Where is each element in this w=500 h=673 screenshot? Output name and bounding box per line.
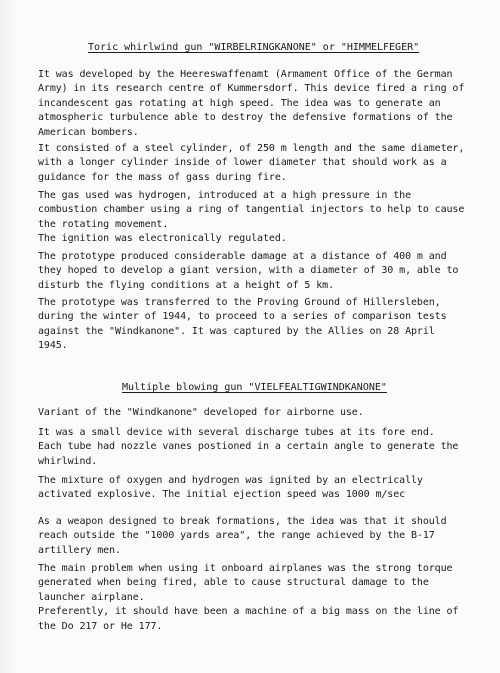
section-1-paragraph-5: The prototype was transferred to the Proving Ground of Hillersleben, during the winter of 1944, to proceed to a series of comparison tests against the "Windkanone". It was captured by the Allies on 28 April 1945. bbox=[38, 297, 447, 352]
section-2-paragraph-4: As a weapon designed to break formations, the idea was that it should reach outside the "1000 yards area", the range achieved by the B-17 artillery men. bbox=[38, 516, 447, 556]
section-2-paragraph-1: Variant of the "Windkanone" developed for airborne use. bbox=[38, 407, 364, 418]
section-1-paragraph-4: The prototype produced considerable damage at a distance of 400 m and they hoped to develop a giant version, with a diameter of 30 m, able to disturb the flying conditions at a height of 5 km. bbox=[38, 251, 459, 291]
section-2-paragraph-3: The mixture of oxygen and hydrogen was ignited by an electrically activated explosive. The initial ejection speed was 1000 m/sec bbox=[38, 475, 423, 501]
section-1-paragraph-1: It was developed by the Heereswaffenamt (Armament Office of the German Army) in its research centre of Kummersdorf. This device fired a ring of incandescent gas rotating at high speed. The idea was to generate an atmospheric turbulence able to destroy the defensive formations of the American bombers. bbox=[38, 69, 465, 138]
page-edge-shadow bbox=[0, 0, 18, 673]
section-1-title: Toric whirlwind gun "WIRBELRINGKANONE" or "HIMMELFEGER" bbox=[88, 42, 420, 53]
section-1-paragraph-3: The gas used was hydrogen, introduced at a high pressure in the combustion chamber using a ring of tangential injectors to help to cause the rotating movement. The ignition was electronically regulated. bbox=[38, 190, 465, 245]
section-2-paragraph-2: It was a small device with several discharge tubes at its fore end. Each tube had nozzle vanes postioned in a certain angle to generate the whirlwind. bbox=[38, 427, 459, 467]
section-2-paragraph-5: The main problem when using it onboard airplanes was the strong torque generated when being fired, able to cause structural damage to the launcher airplane. Preferently, it should have been a machine of a big mass on the line of the Do 217 or He 177. bbox=[38, 563, 459, 632]
section-2-title: Multiple blowing gun "VIELFEALTIGWINDKANONE" bbox=[122, 382, 387, 393]
section-1-paragraph-2: It consisted of a steel cylinder, of 250 m length and the same diameter, with a longer cylinder inside of lower diameter that should work as a guidance for the mass of gass during fire. bbox=[38, 143, 465, 183]
